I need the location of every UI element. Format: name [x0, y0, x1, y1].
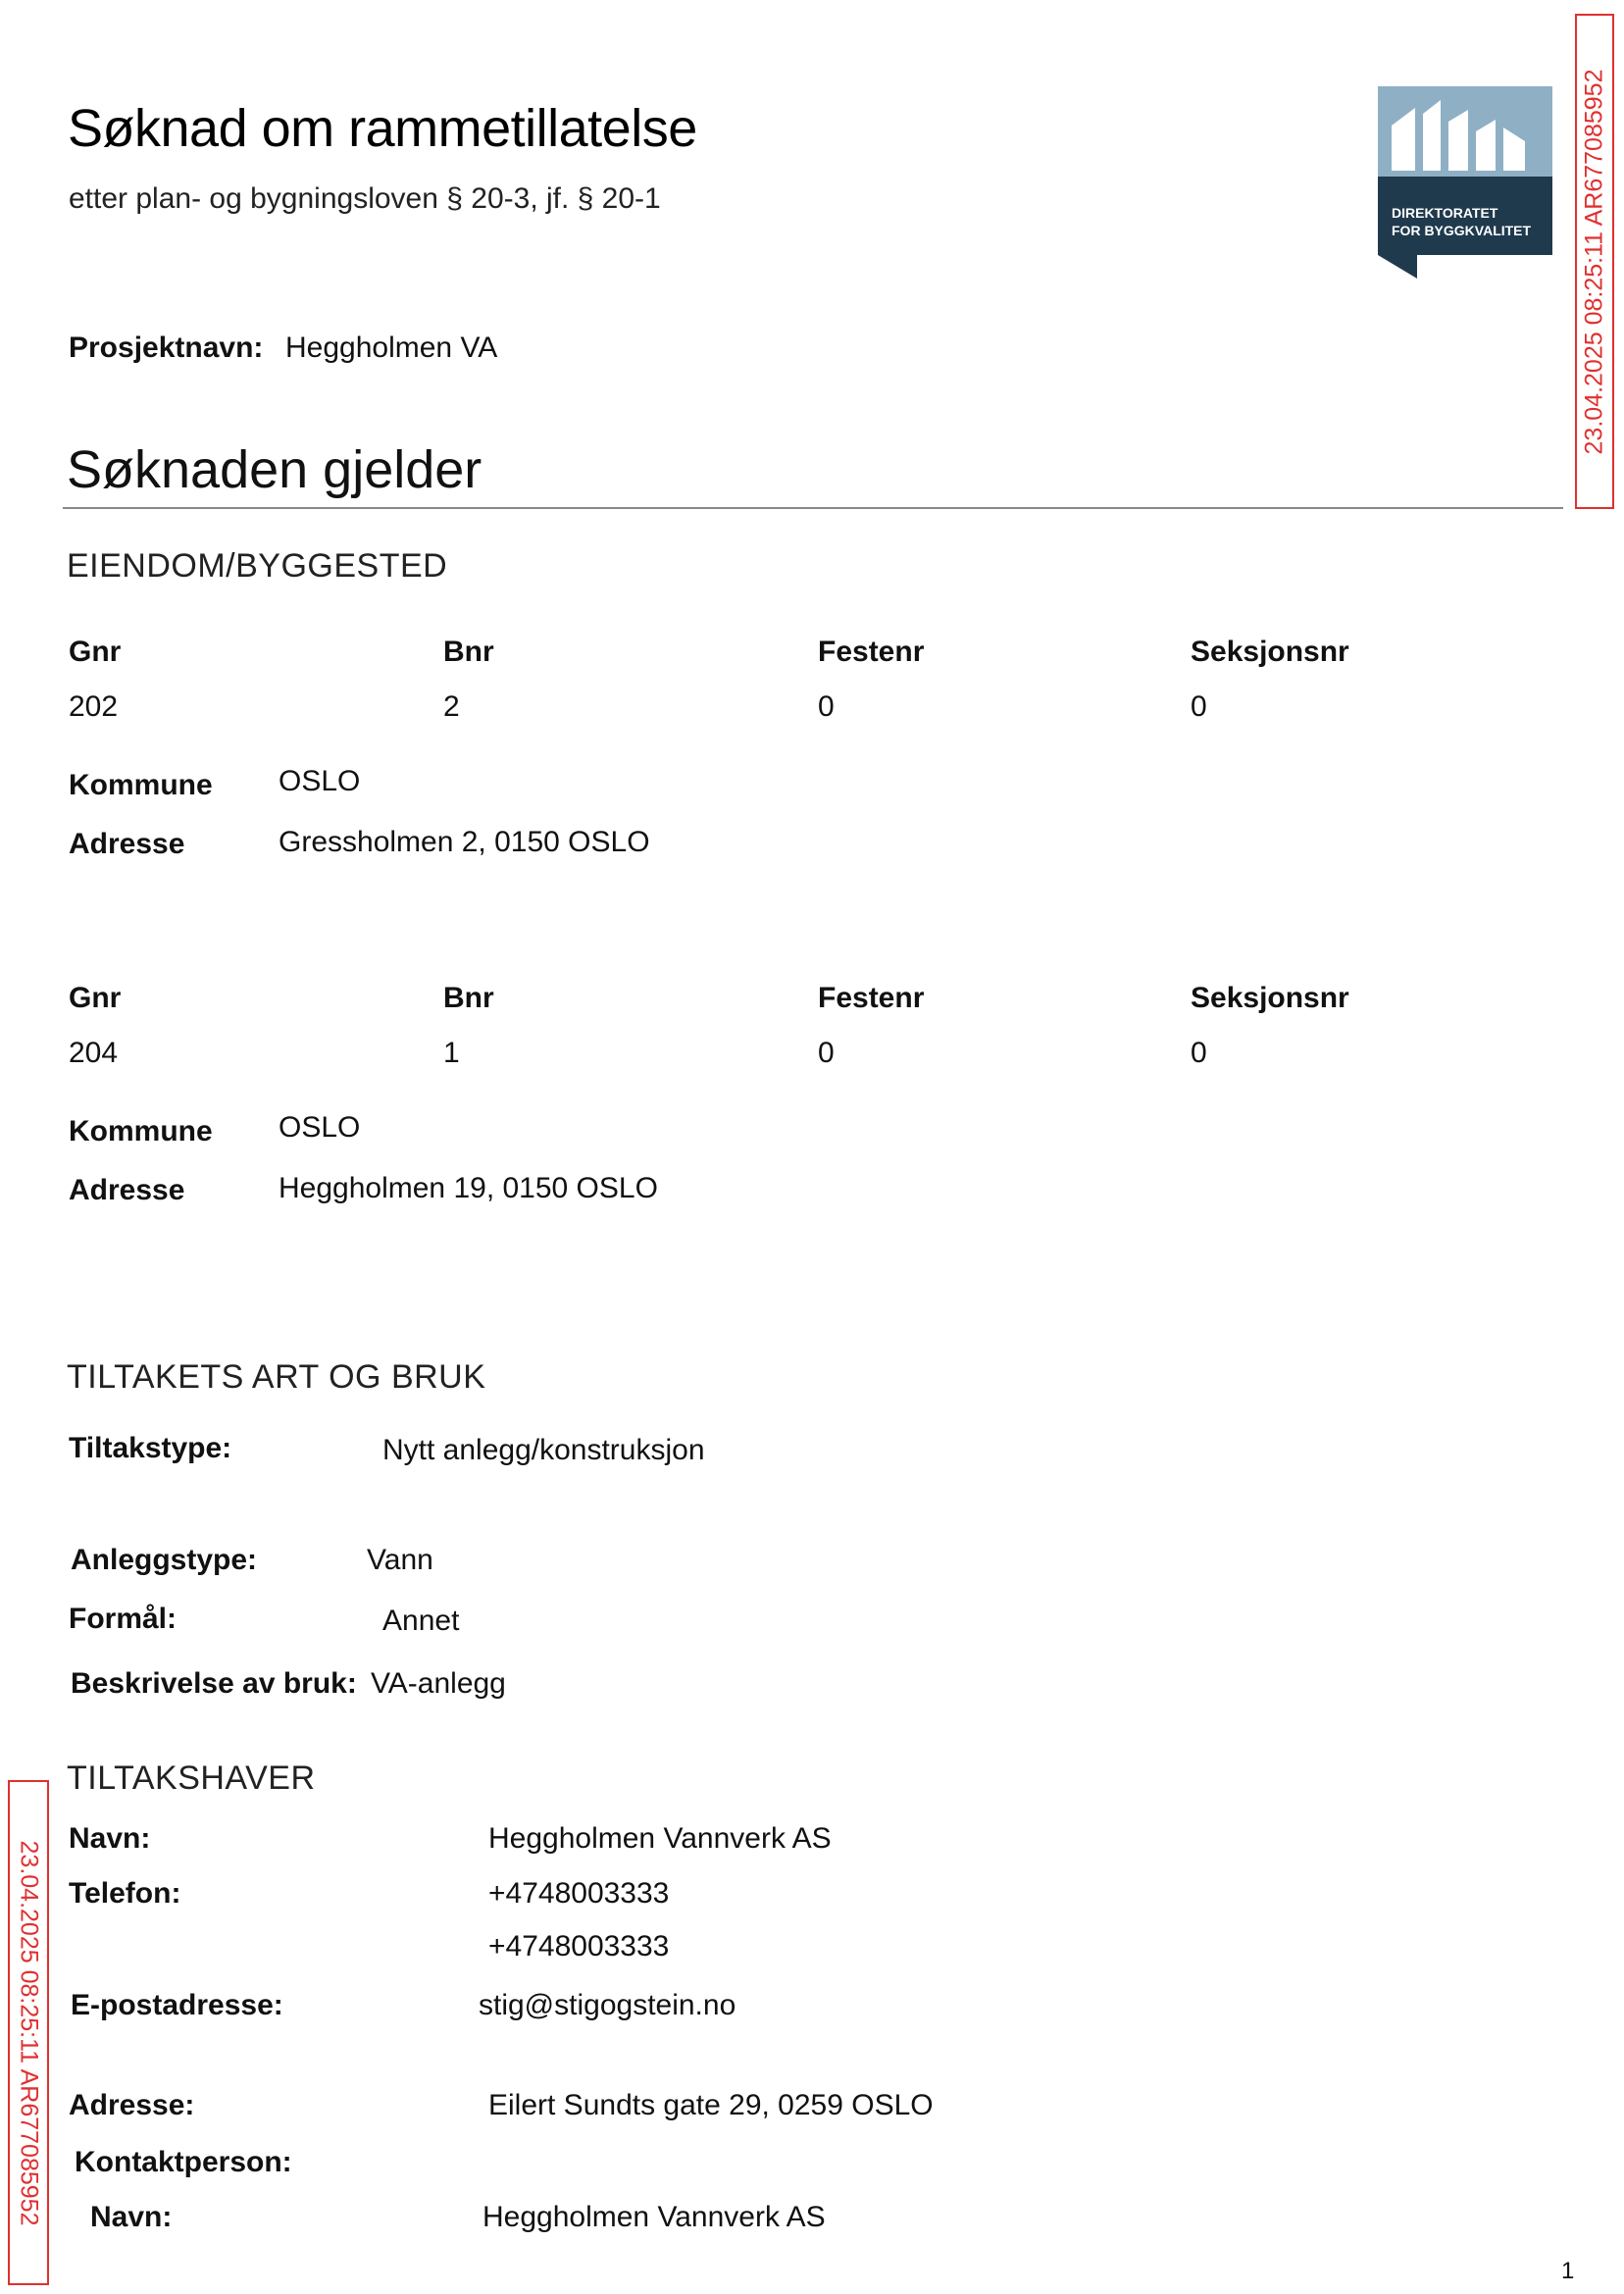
project-name-label: Prosjektnavn:: [69, 331, 264, 364]
seksjonsnr-value: 0: [1191, 1037, 1207, 1069]
project-name-value: Heggholmen VA: [285, 331, 498, 364]
gnr-value: 202: [69, 690, 119, 723]
kontaktperson-label: Kontaktperson:: [75, 2146, 292, 2178]
kommune-value: OSLO: [279, 1111, 361, 1144]
gnr-label: Gnr: [69, 636, 122, 668]
adresse-value: Gressholmen 2, 0150 OSLO: [279, 826, 650, 858]
seksjonsnr-value: 0: [1191, 690, 1207, 723]
gnr-label: Gnr: [69, 982, 122, 1014]
tiltakshaver-adresse-value: Eilert Sundts gate 29, 0259 OSLO: [488, 2089, 934, 2121]
festenr-label: Festenr: [818, 636, 925, 668]
seksjonsnr-label: Seksjonsnr: [1191, 636, 1349, 668]
tiltakshaver-adresse-label: Adresse:: [69, 2089, 195, 2121]
anleggstype-label: Anleggstype:: [71, 1544, 258, 1576]
timestamp-stamp-left: [8, 1780, 49, 2285]
adresse-value: Heggholmen 19, 0150 OSLO: [279, 1172, 658, 1204]
beskrivelse-label: Beskrivelse av bruk:: [71, 1667, 357, 1700]
document-title: Søknad om rammetillatelse: [68, 99, 697, 158]
kommune-label: Kommune: [69, 1115, 213, 1147]
section-title: Søknaden gjelder: [67, 440, 482, 499]
festenr-value: 0: [818, 1037, 835, 1069]
tiltak-heading: TILTAKETS ART OG BRUK: [67, 1358, 486, 1396]
kommune-value: OSLO: [279, 765, 361, 797]
bnr-value: 1: [443, 1037, 460, 1069]
adresse-label: Adresse: [69, 828, 185, 860]
bnr-label: Bnr: [443, 982, 494, 1014]
timestamp-text-left: 23.04.2025 08:25:11 AR677085952: [15, 1840, 43, 2225]
formal-label: Formål:: [69, 1603, 178, 1635]
beskrivelse-value: VA-anlegg: [371, 1667, 506, 1700]
eiendom-heading: EIENDOM/BYGGESTED: [67, 547, 448, 585]
anleggstype-value: Vann: [367, 1544, 433, 1576]
logo-text-line2: FOR BYGGKVALITET: [1392, 223, 1532, 238]
dibk-logo: [1378, 86, 1552, 279]
kontakt-navn-value: Heggholmen Vannverk AS: [482, 2201, 826, 2233]
bnr-label: Bnr: [443, 636, 494, 668]
telefon-value-secondary: +4748003333: [488, 1930, 670, 1963]
tiltakshaver-navn-value: Heggholmen Vannverk AS: [488, 1822, 832, 1855]
tiltakshaver-heading: TILTAKSHAVER: [67, 1759, 316, 1797]
document-subtitle: etter plan- og bygningsloven § 20-3, jf. § 20-1: [69, 182, 661, 215]
tiltakstype-value: Nytt anlegg/konstruksjon: [382, 1434, 705, 1466]
building-logo-icon: [1378, 86, 1552, 279]
kontakt-navn-label: Navn:: [90, 2201, 173, 2233]
section-divider: [63, 507, 1563, 509]
bnr-value: 2: [443, 690, 460, 723]
adresse-label: Adresse: [69, 1174, 185, 1206]
tiltakstype-label: Tiltakstype:: [69, 1432, 232, 1464]
gnr-value: 204: [69, 1037, 119, 1069]
festenr-label: Festenr: [818, 982, 925, 1014]
page-number: 1: [1561, 2258, 1575, 2284]
tiltakshaver-navn-label: Navn:: [69, 1822, 151, 1855]
logo-text-line1: DIREKTORATET: [1392, 205, 1498, 221]
epost-value: stig@stigogstein.no: [479, 1989, 736, 2021]
timestamp-text-right: 23.04.2025 08:25:11 AR677085952: [1580, 69, 1608, 454]
telefon-label: Telefon:: [69, 1877, 181, 1910]
epost-label: E-postadresse:: [71, 1989, 283, 2021]
kommune-label: Kommune: [69, 769, 213, 801]
formal-value: Annet: [382, 1605, 460, 1637]
seksjonsnr-label: Seksjonsnr: [1191, 982, 1349, 1014]
telefon-value: +4748003333: [488, 1877, 670, 1910]
festenr-value: 0: [818, 690, 835, 723]
timestamp-stamp-right: [1575, 14, 1614, 509]
